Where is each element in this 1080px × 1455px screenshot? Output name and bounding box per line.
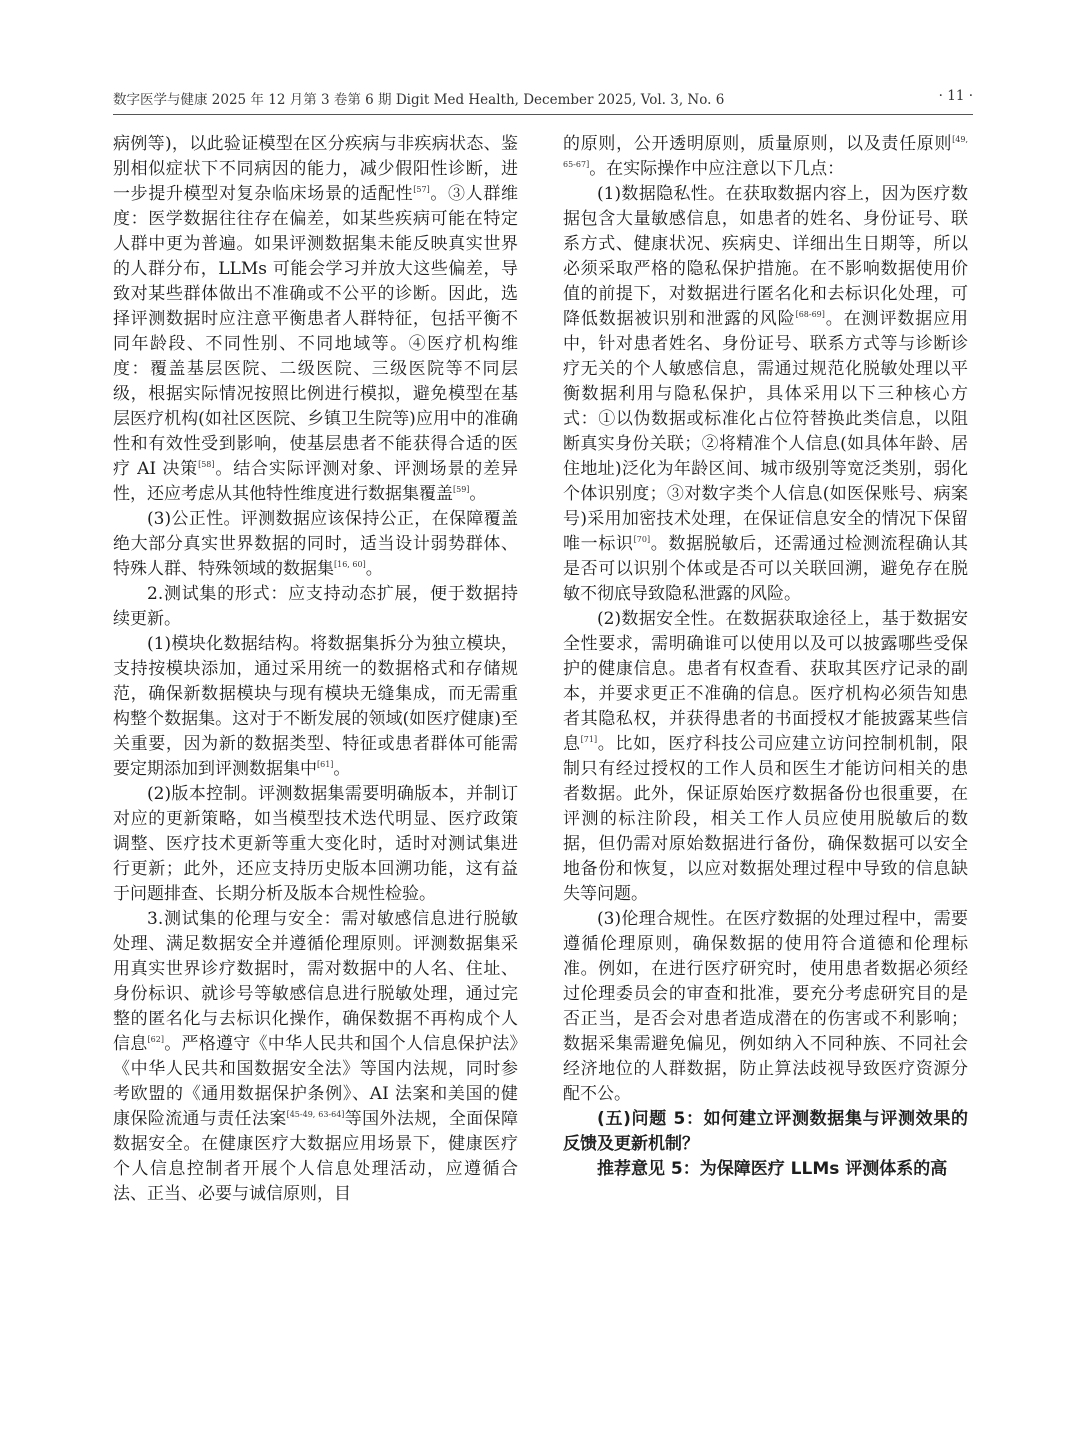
body-paragraph bbox=[113, 582, 518, 632]
text-run: (3)伦理合规性。在医疗数据的处理过程中，需要遵循伦理原则，确保数据的使用符合道德和伦理标准。例如，在进行医疗研究时，使用患者数据必须经过伦理委员会的审查和批准，要充分考虑研究目的是否正当，是否会对患者造成潜在的伤害或不利影响；数据采集需避免偏见，例如纳入不同种族、不同社会经济地位的人群数据，防止算法歧视导致医疗资源分配不公。 bbox=[563, 909, 968, 1104]
citation-ref: [16, 60] bbox=[334, 560, 366, 569]
text-run: 2.测试集的形式：应支持动态扩展，便于数据持续更新。 bbox=[113, 584, 518, 629]
text-run: 。数据脱敏后，还需通过检测流程确认其是否可以识别个体或是否可以关联回溯，避免存在脱敏不彻底导致隐私泄露的风险。 bbox=[563, 534, 969, 604]
text-run: 。 bbox=[333, 759, 351, 779]
text-run: 3.测试集的伦理与安全：需对敏感信息进行脱敏处理、满足数据安全并遵循伦理原则。评测数据集采用真实世界诊疗数据时，需对数据中的人名、住址、身份标识、就诊号等敏感信息进行脱敏处理，通过完整的匿名化与去标识化操作，确保数据不再构成个人信息 bbox=[113, 909, 518, 1054]
text-run: 。在测评数据应用中，针对患者姓名、身份证号、联系方式等与诊断诊疗无关的个人敏感信息，需通过规范化脱敏处理以平衡数据利用与隐私保护，具体采用以下三种核心方式：①以伪数据或标准化占位符替换此类信息，以阻断真实身份关联；②将精准个人信息(如具体年龄、居住地址)泛化为年龄区间、城市级别等宽泛类别，弱化个体识别度；③对数字类个人信息(如医保账号、病案号)采用加密技术处理，在保证信息安全的情况下保留唯一标识 bbox=[563, 309, 969, 554]
text-run: (3)公正性。评测数据应该保持公正，在保障覆盖绝大部分真实世界数据的同时，适当设计弱势群体、特殊人群、特殊领域的数据集 bbox=[113, 509, 518, 579]
text-run: 。 bbox=[469, 484, 487, 504]
body-paragraph bbox=[563, 132, 968, 182]
citation-ref: [57] bbox=[413, 185, 430, 194]
citation-ref: [61] bbox=[317, 760, 334, 769]
text-run: (1)模块化数据结构。将数据集拆分为独立模块，支持按模块添加，通过采用统一的数据格式和存储规范，确保新数据模块与现有模块无缝集成，而无需重构整个数据集。这对于不断发展的领域(如医疗健康)至关重要，因为新的数据类型、特征或患者群体可能需要定期添加到评测数据集中 bbox=[113, 634, 518, 779]
body-paragraph bbox=[563, 907, 968, 1107]
citation-ref: [71] bbox=[580, 735, 598, 744]
right-column bbox=[563, 132, 968, 1182]
citation-ref: [45-49, 63-64] bbox=[286, 1110, 345, 1119]
running-header bbox=[113, 84, 973, 108]
text-run: (2)数据安全性。在数据获取途径上，基于数据安全性要求，需明确谁可以使用以及可以披露哪些受保护的健康信息。患者有权查看、获取其医疗记录的副本，并要求更正不准确的信息。医疗机构必须告知患者其隐私权，并获得患者的书面授权才能披露某些信息 bbox=[563, 609, 968, 754]
body-paragraph bbox=[113, 782, 518, 907]
text-run: 。在实际操作中应注意以下几点： bbox=[589, 159, 845, 179]
text-run: 。比如，医疗科技公司应建立访问控制机制，限制只有经过授权的工作人员和医生才能访问相关的患者数据。此外，保证原始医疗数据备份也很重要，在评测的标注阶段，相关工作人员应使用脱敏后的数据，但仍需对原始数据进行备份，确保数据可以安全地备份和恢复，以应对数据处理过程中导致的信息缺失等问题。 bbox=[563, 734, 969, 904]
citation-ref: [62] bbox=[147, 1035, 164, 1044]
text-run: (1)数据隐私性。在获取数据内容上，因为医疗数据包含大量敏感信息，如患者的姓名、身份证号、联系方式、健康状况、疾病史、详细出生日期等，所以必须采取严格的隐私保护措施。在不影响数据使用价值的前提下，对数据进行匿名化和去标识化处理，可降低数据被识别和泄露的风险 bbox=[563, 184, 968, 329]
body-paragraph bbox=[113, 907, 518, 1207]
text-run: 。 bbox=[365, 559, 383, 579]
text-run: (2)版本控制。评测数据集需要明确版本，并制订对应的更新策略，如当模型技术迭代明显、医疗政策调整、医疗技术更新等重大变化时，适时对测试集进行更新；此外，还应支持历史版本回溯功能，这有益于问题排查、长期分析及版本合规性检验。 bbox=[113, 784, 518, 904]
text-run: 推荐意见 5：为保障医疗 LLMs 评测体系的高 bbox=[597, 1159, 948, 1179]
text-run: 病例等)，以此验证模型在区分疾病与非疾病状态、鉴别相似症状下不同病因的能力，减少假阳性诊断，进一步提升模型对复杂临床场景的适配性 bbox=[113, 134, 518, 204]
citation-ref: [59] bbox=[453, 485, 470, 494]
left-column bbox=[113, 132, 518, 1207]
page-number: · 11 · bbox=[938, 88, 973, 104]
body-paragraph bbox=[113, 132, 518, 507]
text-run: 。结合实际评测对象、评测场景的差异性，还应考虑从其他特性维度进行数据集覆盖 bbox=[113, 459, 518, 504]
text-run: 。③人群维度：医学数据往往存在偏差，如某些疾病可能在特定人群中更为普遍。如果评测数据集未能反映真实世界的人群分布，LLMs 可能会学习并放大这些偏差，导致对某些群体做出不准确或不公平的诊断。因此，选择评测数据时应注意平衡患者人群特征，包括平衡不同年龄段、不同性别、不同地域等。④医疗机构维度：覆盖基层医院、二级医院、三级医院等不同层级，根据实际情况按照比例进行模拟，避免模型在基层医疗机构(如社区医院、乡镇卫生院等)应用中的准确性和有效性受到影响，使基层患者不能获得合适的医疗 AI 决策 bbox=[113, 184, 519, 479]
citation-ref: [49, 65-67] bbox=[563, 135, 968, 169]
text-run: (五)问题 5：如何建立评测数据集与评测效果的反馈及更新机制？ bbox=[563, 1109, 968, 1154]
section-heading bbox=[563, 1107, 968, 1157]
text-run: 的原则，公开透明原则，质量原则，以及责任原则 bbox=[563, 134, 953, 154]
body-paragraph bbox=[563, 182, 968, 607]
citation-ref: [58] bbox=[198, 460, 215, 469]
section-heading bbox=[563, 1157, 968, 1182]
journal-citation: 数字医学与健康 2025 年 12 月第 3 卷第 6 期 Digit Med Health, December 2025, Vol. 3, No. 6 bbox=[113, 92, 725, 108]
citation-ref: [70] bbox=[633, 535, 651, 544]
text-run: 。严格遵守《中华人民共和国个人信息保护法》《中华人民共和国数据安全法》等国内法规，同时参考欧盟的《通用数据保护条例》、AI 法案和美国的健康保险流通与责任法案 bbox=[113, 1034, 519, 1129]
citation-ref: [68-69] bbox=[795, 310, 825, 319]
header-rule bbox=[113, 114, 973, 115]
body-paragraph bbox=[563, 607, 968, 907]
body-paragraph bbox=[113, 507, 518, 582]
text-run: 等国外法规，全面保障数据安全。在健康医疗大数据应用场景下，健康医疗个人信息控制者开展个人信息处理活动，应遵循合法、正当、必要与诚信原则，目 bbox=[113, 1109, 518, 1204]
body-paragraph bbox=[113, 632, 518, 782]
